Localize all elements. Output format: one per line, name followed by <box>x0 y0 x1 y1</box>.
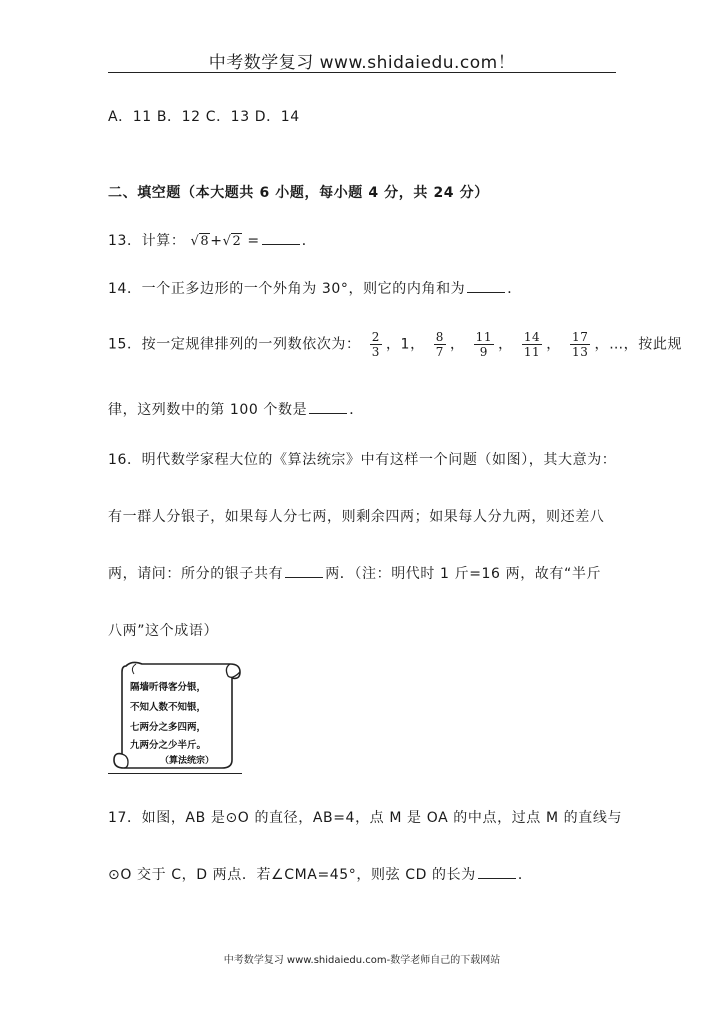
q12-options: A．11 B．12 C．13 D．14 <box>108 109 300 125</box>
q14-text: 14．一个正多边形的一个外角为 30°，则它的内角和为 <box>108 281 466 297</box>
q13-prefix: 13．计算： <box>108 233 186 249</box>
header-rule <box>108 72 616 73</box>
scroll-line-2: 不知人数不知银， <box>130 702 207 713</box>
q16-line2: 有一群人分银子，如果每人分七两，则剩余四两；如果每人分九两，则还差八 <box>108 509 605 525</box>
comma: ， <box>594 336 610 353</box>
ellipsis: … <box>609 336 624 353</box>
answer-blank <box>262 230 300 245</box>
q15-one: 1 <box>400 336 411 353</box>
comma: ， <box>385 336 401 353</box>
q17-line2-suffix: ． <box>517 867 533 883</box>
answer-blank <box>467 278 505 293</box>
q17-line1: 17．如图，AB 是⊙O 的直径，AB=4，点 M 是 OA 的中点，过点 M 的直线与 <box>108 810 623 826</box>
fraction-14-11: $\frac{14}{11}$ <box>523 330 541 359</box>
scroll-line-3: 七两分之多四两， <box>130 722 207 733</box>
q16-line3-suffix: 两．（注：明代时 1 斤=16 两，故有“半斤 <box>325 566 602 582</box>
q15-prefix: 15．按一定规律排列的一列数依次为： <box>108 336 361 353</box>
question-14 <box>108 278 522 298</box>
fraction-17-13: $\frac{17}{13}$ <box>571 330 589 359</box>
page-footer: 中考数学复习 www.shidaiedu.com-数学老师自己的下载网站 <box>223 955 501 966</box>
section-2-heading: 二、填空题（本大题共 6 小题，每小题 4 分，共 24 分） <box>108 185 489 201</box>
q17-line2-prefix: ⊙O 交于 C，D 两点．若∠CMA=45°，则弦 CD 的长为 <box>108 867 476 883</box>
question-15 <box>108 330 682 359</box>
q13-equals: = <box>247 233 260 249</box>
fraction-2-3: $\frac{2}{3}$ <box>371 330 380 359</box>
scroll-caption: （算法统宗） <box>160 756 215 766</box>
comma: ， <box>546 336 561 353</box>
scroll-line-1: 隔墙听得客分银， <box>130 682 207 693</box>
answer-blank <box>309 399 347 414</box>
q16-line4: 八两”这个成语） <box>108 623 219 639</box>
q16-line3 <box>108 563 601 583</box>
scroll-line-4: 九两分之少半斤。 <box>130 740 207 751</box>
q13-plus: + <box>210 233 223 249</box>
figure-rule <box>108 773 242 774</box>
sqrt-8: √8 <box>190 233 210 249</box>
q15-line2-suffix: ． <box>349 402 364 418</box>
question-13 <box>108 230 316 250</box>
comma: ， <box>449 336 465 353</box>
q16-line1: 16．明代数学家程大位的《算法统宗》中有这样一个问题（如图），其大意为： <box>108 452 617 468</box>
q15-suffix: ，按此规 <box>623 336 683 353</box>
answer-blank <box>285 563 323 578</box>
sqrt-2: √2 <box>222 233 242 249</box>
fraction-11-9: $\frac{11}{9}$ <box>475 330 493 359</box>
comma: ， <box>498 336 513 353</box>
comma: ， <box>410 336 425 353</box>
q16-line3-prefix: 两，请问：所分的银子共有 <box>108 566 284 582</box>
fraction-8-7: $\frac{8}{7}$ <box>435 330 444 359</box>
q14-suffix: ． <box>507 281 522 297</box>
q13-suffix: ． <box>301 233 317 249</box>
answer-blank <box>478 864 516 879</box>
scroll-illustration <box>108 658 244 776</box>
q15-line2-text: 律，这列数中的第 100 个数是 <box>108 402 308 418</box>
q17-line2 <box>108 864 532 884</box>
question-15-line2 <box>108 399 364 419</box>
page-header-title: 中考数学复习 www.shidaiedu.com！ <box>208 53 516 73</box>
